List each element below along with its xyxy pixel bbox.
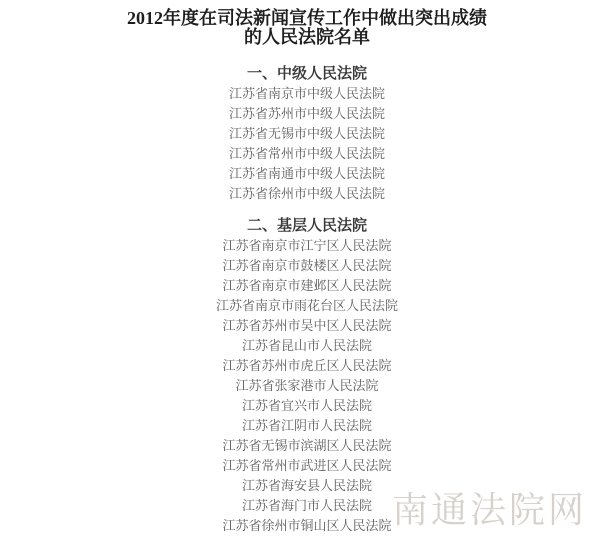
court-name: 江苏省海安县人民法院	[241, 478, 372, 493]
title-line-1: 2012年度在司法新闻宣传工作中做出突出成绩	[127, 8, 487, 28]
title-line-2: 的人民法院名单	[244, 27, 370, 47]
court-name: 江苏省江阴市人民法院	[241, 418, 372, 433]
section-intermediate-courts	[0, 64, 600, 204]
court-name: 江苏省南京市中级人民法院	[228, 86, 385, 101]
court-name: 江苏省常州市武进区人民法院	[222, 458, 392, 473]
court-name: 江苏省南京市江宁区人民法院	[222, 238, 392, 253]
court-name: 江苏省苏州市中级人民法院	[228, 106, 385, 121]
court-name: 江苏省苏州市吴中区人民法院	[222, 318, 392, 333]
court-name: 江苏省南京市鼓楼区人民法院	[222, 258, 392, 273]
court-name: 江苏省无锡市滨湖区人民法院	[222, 438, 392, 453]
court-name: 江苏省南通市中级人民法院	[228, 166, 385, 181]
section-basic-courts	[0, 216, 600, 536]
site-watermark: 南通法院网	[391, 490, 587, 530]
intermediate-court-list	[0, 84, 600, 204]
document-title	[0, 9, 600, 47]
court-name: 江苏省宜兴市人民法院	[241, 398, 372, 413]
court-name: 江苏省无锡市中级人民法院	[228, 126, 385, 141]
court-name: 江苏省徐州市中级人民法院	[228, 186, 385, 201]
basic-court-list	[0, 236, 600, 536]
section-intermediate-heading: 一、中级人民法院	[246, 66, 367, 82]
section-basic-heading: 二、基层人民法院	[246, 218, 367, 234]
court-name: 江苏省昆山市人民法院	[241, 338, 372, 353]
court-name: 江苏省苏州市虎丘区人民法院	[222, 358, 392, 373]
court-name: 江苏省南京市雨花台区人民法院	[215, 298, 398, 313]
court-name: 江苏省南京市建邺区人民法院	[222, 278, 392, 293]
court-name: 江苏省徐州市铜山区人民法院	[222, 518, 392, 533]
court-name: 江苏省常州市中级人民法院	[228, 146, 385, 161]
court-name: 江苏省海门市人民法院	[241, 498, 372, 513]
court-name: 江苏省张家港市人民法院	[235, 378, 379, 393]
